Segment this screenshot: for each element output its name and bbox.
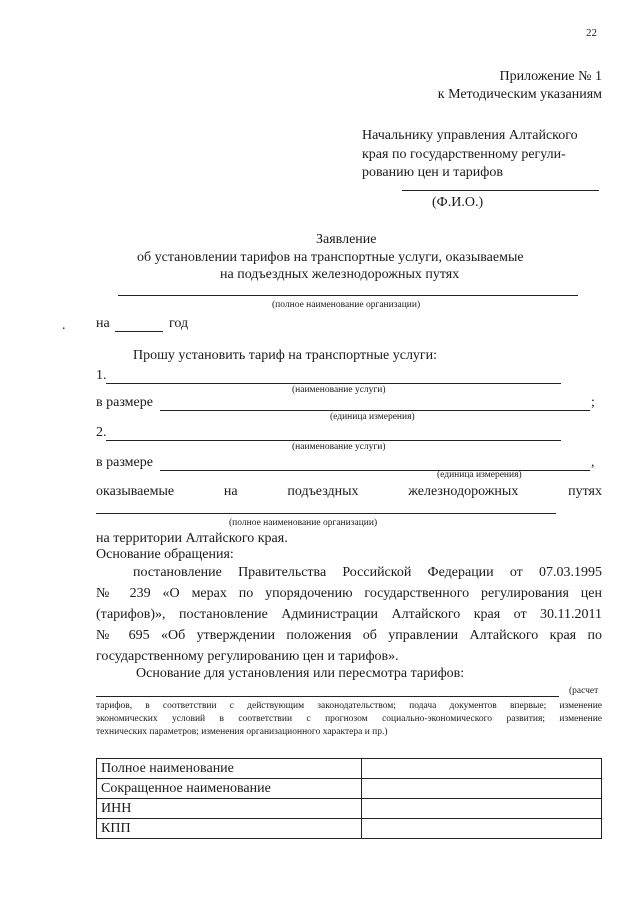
appendix-line-1: Приложение № 1 <box>499 69 602 84</box>
table-row <box>97 819 602 839</box>
year-prefix: на <box>96 316 110 331</box>
organization-caption: (полное наименование организации) <box>272 300 421 310</box>
provided-word-1: оказываемые <box>96 484 175 499</box>
title-line-2: об установлении тарифов на транспортные услуги, оказываемые <box>137 250 524 265</box>
tariff-basis-note-2: экономических условий в соответствии с прогнозом социально-экономического развития; изменение <box>96 714 602 724</box>
service-1-size-label: в размере <box>96 395 153 410</box>
table-label-full-name: Полное наименование <box>97 759 362 779</box>
basis-heading: Основание обращения: <box>96 547 234 562</box>
table-value-full-name[interactable] <box>362 759 602 779</box>
tariff-basis-note-3: технических параметров; изменения организационного характера и пр.) <box>96 727 388 737</box>
service-2-line <box>106 440 561 441</box>
table-value-short-name[interactable] <box>362 779 602 799</box>
service-2-end-mark: , <box>591 455 595 470</box>
tariff-basis-line <box>96 696 559 697</box>
basis-line-2: № 239 «О мерах по упорядочению государственного регулирования цен <box>96 586 602 601</box>
provided-org-caption: (полное наименование организации) <box>229 518 378 528</box>
service-1-line <box>106 383 561 384</box>
provided-org-line <box>96 513 556 514</box>
service-1-size-line <box>160 410 590 411</box>
table-label-inn: ИНН <box>97 799 362 819</box>
addressee-line-2: края по государственному регули- <box>362 147 566 162</box>
service-1-caption: (наименование услуги) <box>292 385 386 395</box>
service-1-unit-caption: (единица измерения) <box>330 412 415 422</box>
provided-row <box>96 484 602 500</box>
page-number: 22 <box>586 27 597 39</box>
fio-line <box>402 190 599 191</box>
organization-line <box>118 295 578 296</box>
table-row <box>97 759 602 779</box>
service-2-unit-caption: (единица измерения) <box>437 470 522 480</box>
appendix-line-2: к Методическим указаниям <box>437 87 602 102</box>
table-label-short-name: Сокращенное наименование <box>97 779 362 799</box>
provided-word-4: железнодорожных <box>408 484 519 499</box>
basis-line-4: № 695 «Об утверждении положения об управлении Алтайского края по <box>96 628 602 643</box>
service-2-size-line <box>160 470 590 471</box>
stray-dot: . <box>62 318 66 333</box>
tariff-basis-note-start: (расчет <box>569 686 599 696</box>
provided-word-3: подъездных <box>287 484 359 499</box>
addressee-line-1: Начальнику управления Алтайского <box>362 128 578 143</box>
organization-info-table <box>96 758 602 839</box>
tariff-basis-heading: Основание для установления или пересмотра тарифов: <box>136 666 465 681</box>
title-line-3: на подъездных железнодорожных путях <box>220 267 460 282</box>
basis-line-5: государственному регулированию цен и тарифов». <box>96 649 399 664</box>
basis-line-3: (тарифов)», постановление Администрации Алтайского края от 30.11.2011 <box>96 607 602 622</box>
title-line-1: Заявление <box>316 232 377 247</box>
addressee-line-3: рованию цен и тарифов <box>362 165 503 180</box>
service-2-caption: (наименование услуги) <box>292 442 386 452</box>
year-line <box>115 331 163 332</box>
table-value-kpp[interactable] <box>362 819 602 839</box>
table-label-kpp: КПП <box>97 819 362 839</box>
year-suffix: год <box>169 316 189 331</box>
table-value-inn[interactable] <box>362 799 602 819</box>
table-row <box>97 799 602 819</box>
request-text: Прошу установить тариф на транспортные услуги: <box>133 348 438 363</box>
service-1-end-mark: ; <box>591 395 595 410</box>
basis-line-1: постановление Правительства Российской Федерации от 07.03.1995 <box>133 565 602 580</box>
tariff-basis-note-1: тарифов, в соответствии с действующим законодательством; подача документов впервые; изменение <box>96 701 602 711</box>
territory-text: на территории Алтайского края. <box>96 531 288 546</box>
provided-word-2: на <box>223 484 238 499</box>
service-1-number: 1. <box>96 368 107 383</box>
fio-label: (Ф.И.О.) <box>432 195 484 210</box>
service-2-size-label: в размере <box>96 455 153 470</box>
table-row <box>97 779 602 799</box>
provided-word-5: путях <box>568 484 602 499</box>
service-2-number: 2. <box>96 425 107 440</box>
